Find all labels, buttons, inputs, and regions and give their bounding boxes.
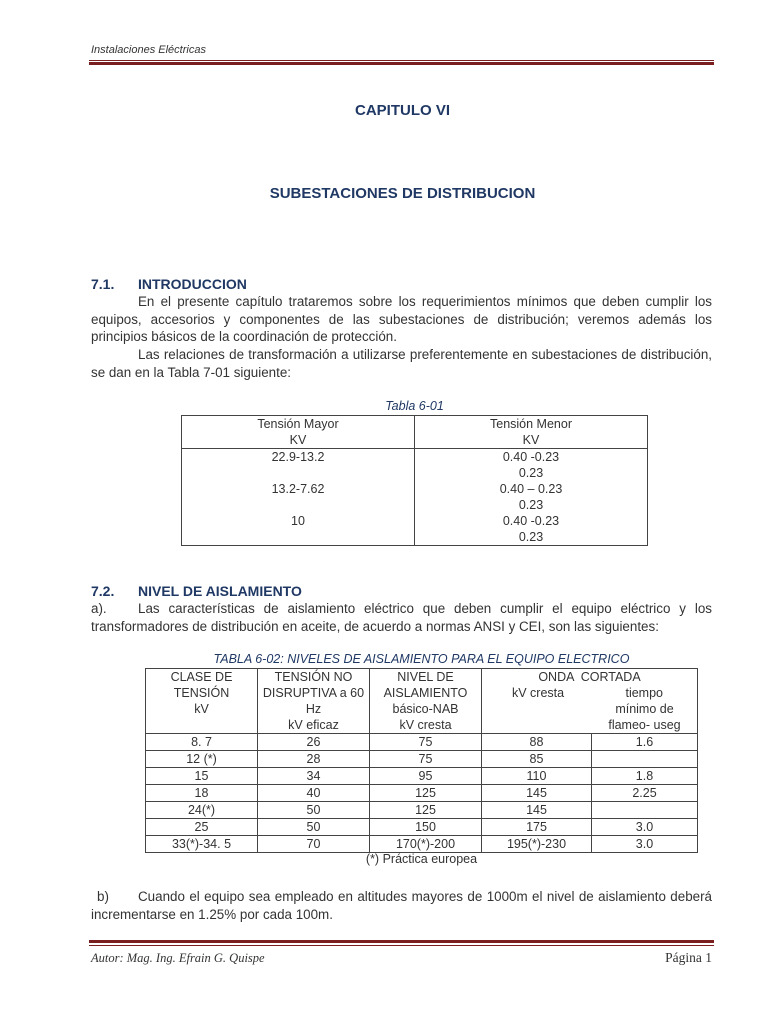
section-72-paragraph-a-label: a).	[91, 601, 107, 616]
header-kv-cresta: kV cresta	[512, 686, 565, 700]
header-line-empty	[146, 717, 257, 733]
paragraph-b	[91, 888, 712, 923]
table-row	[146, 785, 698, 802]
footer-page-number: Página 1	[665, 950, 712, 965]
table-row	[182, 481, 648, 497]
paragraph-b-text: Cuando el equipo sea empleado en altitudes mayores de 1000m el nivel de aislamiento deberá incrementarse en 1.25% por cada 100m.	[91, 889, 712, 922]
header-rule-thick	[89, 62, 714, 65]
table-cell: 145	[482, 802, 592, 819]
table-cell: 150	[370, 819, 482, 836]
table-cell: 8. 7	[146, 734, 258, 751]
table-row	[182, 513, 648, 529]
table-cell: 125	[370, 802, 482, 819]
table-cell: 0.40 – 0.23	[415, 481, 648, 497]
table-601-header-label: Tensión Menor	[490, 417, 572, 431]
table-cell: 75	[370, 751, 482, 768]
table-cell: 75	[370, 734, 482, 751]
table-cell	[592, 751, 698, 768]
table-cell: 175	[482, 819, 592, 836]
section-71-paragraph-1-text: En el presente capítulo trataremos sobre los requerimientos mínimos que deben cumplir los equipos, accesorios y componentes de las subestaciones de distribución; veremos además los principios básicos de la coordinación de protección.	[91, 294, 712, 344]
table-cell: 0.40 -0.23	[415, 513, 648, 529]
table-cell: 50	[258, 819, 370, 836]
table-cell: 22.9-13.2	[182, 449, 415, 466]
table-cell: 145	[482, 785, 592, 802]
table-601-header-label: Tensión Mayor	[257, 417, 339, 431]
header-line: CLASE DE	[170, 670, 233, 684]
table-cell: 1.8	[592, 768, 698, 785]
table-602-caption: TABLA 6-02: NIVELES DE AISLAMIENTO PARA EL EQUIPO ELECTRICO	[213, 652, 630, 666]
header-tiempo: tiempo	[625, 686, 663, 700]
table-cell: 2.25	[592, 785, 698, 802]
table-cell: 24(*)	[146, 802, 258, 819]
footer-author: Autor: Mag. Ing. Efrain G. Quispe	[91, 951, 265, 965]
table-row	[182, 497, 648, 513]
header-line: básico-NAB	[392, 702, 459, 716]
table-cell: 70	[258, 836, 370, 853]
table-row	[182, 465, 648, 481]
table-cell: 33(*)-34. 5	[146, 836, 258, 853]
table-cell	[182, 529, 415, 546]
table-602-header-cell	[258, 669, 370, 734]
table-cell: 34	[258, 768, 370, 785]
section-71-number: 7.1.	[91, 276, 115, 292]
header-line: flameo- useg	[608, 718, 681, 732]
table-cell: 26	[258, 734, 370, 751]
header-line: TENSIÓN NO	[274, 670, 353, 684]
footer-rule-thick	[89, 940, 714, 943]
table-cell: 0.40 -0.23	[415, 449, 648, 466]
header-line: kV cresta	[399, 718, 452, 732]
section-72-title: NIVEL DE AISLAMIENTO	[138, 583, 302, 599]
table-row	[146, 802, 698, 819]
table-row	[146, 751, 698, 768]
table-601-header-row	[182, 416, 648, 449]
table-cell: 170(*)-200	[370, 836, 482, 853]
footer-rule-thin	[89, 945, 714, 946]
header-rule-thin	[89, 60, 714, 61]
header-line: AISLAMIENTO	[383, 686, 468, 700]
table-cell: 40	[258, 785, 370, 802]
table-row	[182, 449, 648, 466]
chapter-title: SUBESTACIONES DE DISTRIBUCION	[269, 185, 536, 202]
table-cell: 0.23	[415, 497, 648, 513]
table-cell: 1.6	[592, 734, 698, 751]
section-71-title: INTRODUCCION	[138, 276, 247, 292]
table-601-header-unit: KV	[522, 433, 540, 447]
table-cell: 0.23	[415, 529, 648, 546]
table-601-header-cell	[182, 416, 415, 449]
table-cell	[182, 465, 415, 481]
section-71-paragraph-2	[91, 346, 712, 381]
table-cell: 12 (*)	[146, 751, 258, 768]
header-line: mínimo de	[615, 702, 674, 716]
table-601-header-unit: KV	[289, 433, 307, 447]
table-cell: 15	[146, 768, 258, 785]
header-line-kv-tiempo	[482, 685, 697, 701]
header-line: DISRUPTIVA a 60	[262, 686, 365, 700]
table-cell: 28	[258, 751, 370, 768]
table-cell: 195(*)-230	[482, 836, 592, 853]
table-cell: 3.0	[592, 836, 698, 853]
table-602-header-cell-onda	[482, 669, 698, 734]
table-cell: 85	[482, 751, 592, 768]
header-line: kV	[194, 702, 209, 716]
table-601-header-cell	[415, 416, 648, 449]
table-602-header-cell	[146, 669, 258, 734]
header-line: Hz	[305, 702, 322, 716]
section-71-paragraph-2-text: Las relaciones de transformación a utilizarse preferentemente en subestaciones de distribución, se dan en la Tabla 7-01 siguiente:	[91, 347, 712, 380]
header-line: kV eficaz	[288, 718, 339, 732]
header-line: TENSIÓN	[173, 686, 230, 700]
table-602-header-cell	[370, 669, 482, 734]
section-71-paragraph-1	[91, 293, 712, 346]
table-row	[146, 734, 698, 751]
table-cell: 25	[146, 819, 258, 836]
table-602-note: (*) Práctica europea	[365, 852, 478, 866]
table-row	[146, 819, 698, 836]
table-cell	[592, 802, 698, 819]
table-cell: 95	[370, 768, 482, 785]
paragraph-b-label: b)	[97, 889, 109, 904]
table-cell: 0.23	[415, 465, 648, 481]
table-601	[181, 415, 648, 546]
table-cell: 110	[482, 768, 592, 785]
table-cell: 3.0	[592, 819, 698, 836]
table-cell: 13.2-7.62	[182, 481, 415, 497]
section-72-number: 7.2.	[91, 583, 115, 599]
table-cell: 18	[146, 785, 258, 802]
table-row	[182, 529, 648, 546]
table-cell	[182, 497, 415, 513]
table-row	[146, 836, 698, 853]
table-cell: 10	[182, 513, 415, 529]
section-72-paragraph-a-text: Las características de aislamiento eléctrico que deben cumplir el equipo eléctrico y los transformadores de distribución en aceite, de acuerdo a normas ANSI y CEI, son las siguientes:	[91, 601, 712, 634]
section-72-paragraph-a	[91, 600, 712, 635]
header-line: NIVEL DE	[397, 670, 454, 684]
running-header: Instalaciones Eléctricas	[91, 44, 206, 56]
table-cell: 50	[258, 802, 370, 819]
table-cell: 88	[482, 734, 592, 751]
table-601-caption: Tabla 6-01	[385, 399, 444, 413]
table-row	[146, 768, 698, 785]
header-line: ONDA CORTADA	[538, 670, 641, 684]
chapter-number: CAPITULO VI	[354, 102, 450, 119]
table-602	[145, 668, 698, 853]
table-cell: 125	[370, 785, 482, 802]
